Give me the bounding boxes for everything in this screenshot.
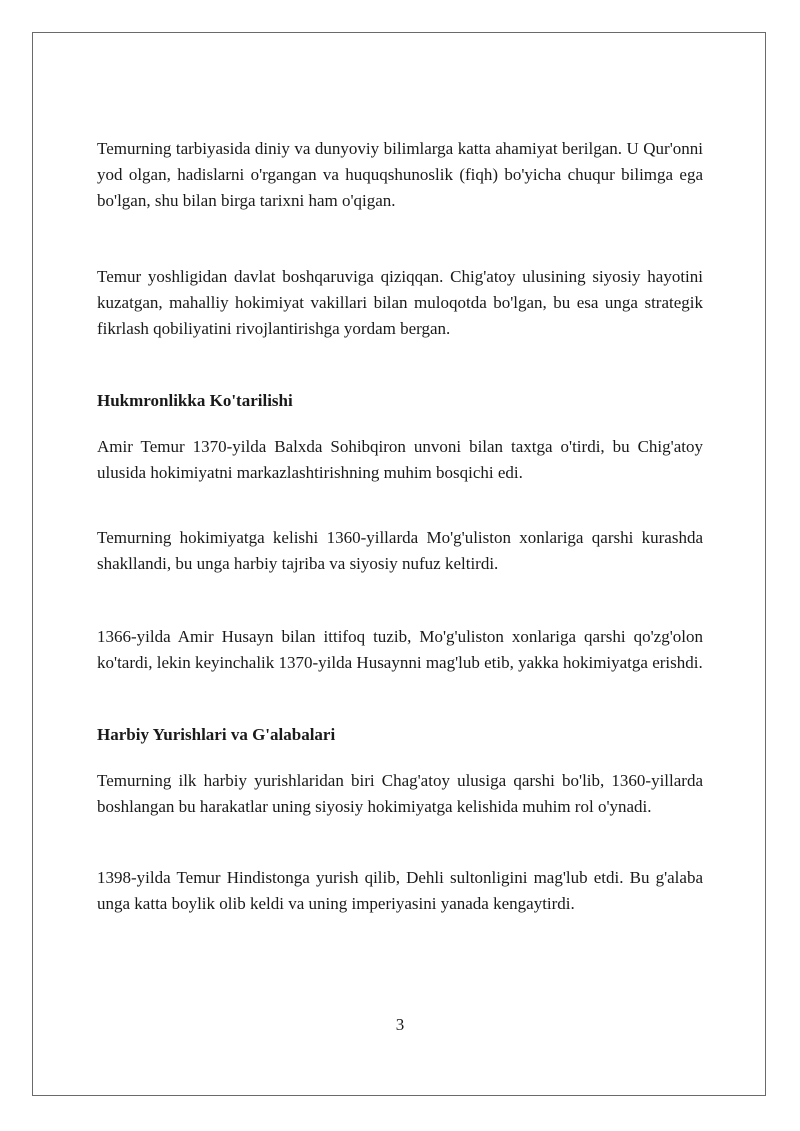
- page-number: 3: [395, 1015, 405, 1034]
- paragraph-governance-interest: Temur yoshligidan davlat boshqaruviga qiziqqan. Chig'atoy ulusining siyosiy hayotini kuzatgan, mahalliy hokimiyat vakillari bilan muloqotda bo'lgan, bu esa unga strategik fikrlash qobiliyatini rivojlantirishga yordam bergan.: [97, 267, 703, 338]
- paragraph-enthronement: Amir Temur 1370-yilda Balxda Sohibqiron unvoni bilan taxtga o'tirdi, bu Chig'atoy ulusida hokimiyatni markazlashtirishning muhim bosqichi edi.: [97, 437, 703, 482]
- paragraph-alliance-husayn: 1366-yilda Amir Husayn bilan ittifoq tuzib, Mo'g'uliston xonlariga qarshi qo'zg'olon ko'tardi, lekin keyinchalik 1370-yilda Husaynni mag'lub etib, yakka hokimiyatga erishdi.: [97, 627, 703, 672]
- paragraph-rise-1360s: Temurning hokimiyatga kelishi 1360-yillarda Mo'g'uliston xonlariga qarshi kurashda shakllandi, bu unga harbiy tajriba va siyosiy nufuz keltirdi.: [97, 528, 703, 573]
- paragraph-upbringing: Temurning tarbiyasida diniy va dunyoviy bilimlarga katta ahamiyat berilgan. U Qur'onni yod olgan, hadislarni o'rgangan va huquqshunoslik (fiqh) bo'yicha chuqur bilimga ega bo'lgan, shu bilan birga tarixni ham o'qigan.: [97, 139, 703, 210]
- paragraph-india-campaign: 1398-yilda Temur Hindistonga yurish qilib, Dehli sultonligini mag'lub etdi. Bu g'alaba unga katta boylik olib keldi va uning imperiyasini yanada kengaytirdi.: [97, 868, 703, 913]
- section-heading-rise-to-power: Hukmronlikka Ko'tarilishi: [97, 391, 293, 410]
- paragraph-early-campaigns: Temurning ilk harbiy yurishlaridan biri Chag'atoy ulusiga qarshi bo'lib, 1360-yillarda boshlangan bu harakatlar uning siyosiy hokimiyatga kelishida muhim rol o'ynadi.: [97, 771, 703, 816]
- document-body: [97, 136, 703, 917]
- section-heading-campaigns: Harbiy Yurishlari va G'alabalari: [97, 725, 336, 744]
